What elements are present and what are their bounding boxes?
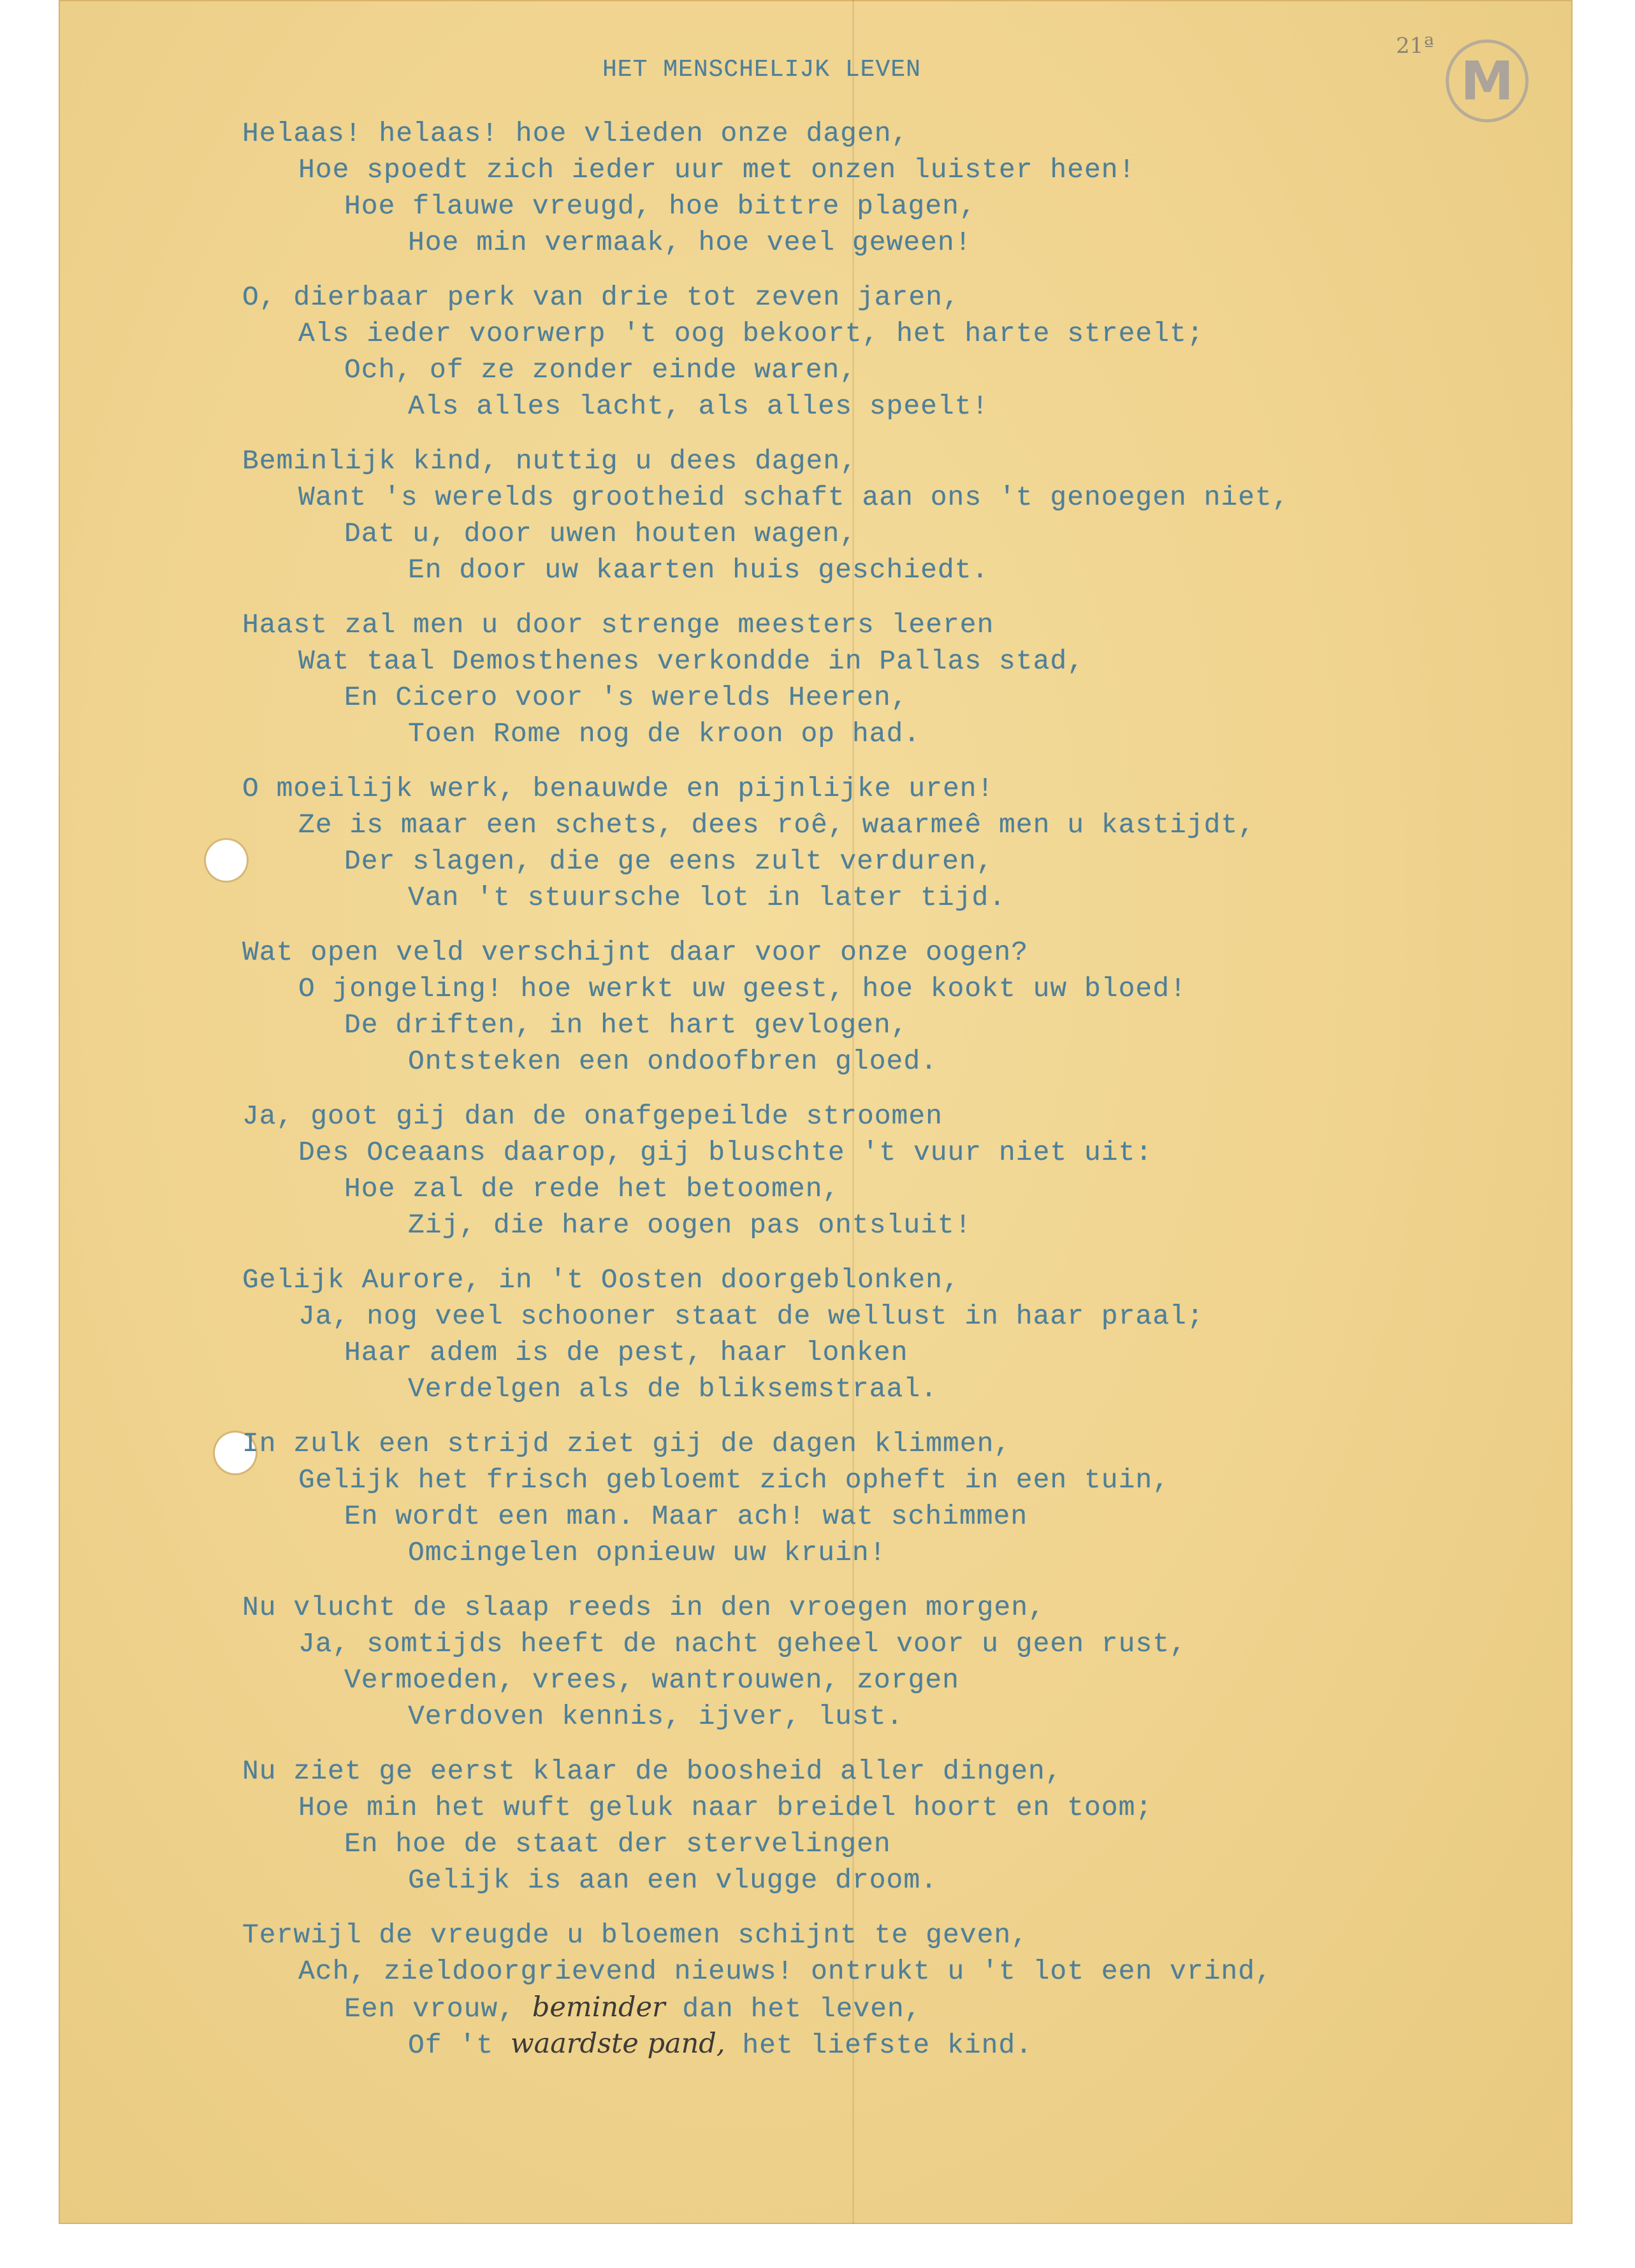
poem-line: Haast zal men u door strenge meesters leeren	[242, 609, 994, 640]
poem-title: HET MENSCHELIJK LEVEN	[602, 56, 921, 83]
poem-line: Hoe min het wuft geluk naar breidel hoort en toom;	[298, 1792, 1153, 1823]
poem-line: Nu ziet ge eerst klaar de boosheid aller dingen,	[242, 1756, 1063, 1787]
poem-line: Och, of ze zonder einde waren,	[344, 354, 857, 386]
poem-line: Als alles lacht, als alles speelt!	[408, 391, 989, 422]
poem-line: Terwijl de vreugde u bloemen schijnt te geven,	[242, 1919, 1028, 1951]
poem-line: Als ieder voorwerp 't oog bekoort, het harte streelt;	[298, 318, 1204, 349]
punch-hole	[206, 840, 247, 881]
poem-line: En Cicero voor 's werelds Heeren,	[344, 682, 908, 713]
poem-line: Want 's werelds grootheid schaft aan ons 't genoegen niet,	[298, 482, 1290, 513]
poem-line: Ach, zieldoorgrievend nieuws! ontrukt u 't lot een vrind,	[298, 1956, 1272, 1987]
poem-line: O, dierbaar perk van drie tot zeven jaren,	[242, 282, 960, 313]
poem-line: Ja, somtijds heeft de nacht geheel voor u geen rust,	[298, 1628, 1187, 1659]
poem-line-typed: dan het leven,	[665, 1993, 922, 2025]
poem-line: Des Oceaans daarop, gij bluschte 't vuur niet uit:	[298, 1137, 1153, 1168]
poem-line: Van 't stuursche lot in later tijd.	[408, 882, 1006, 913]
poem-line-typed: Of 't	[408, 2030, 511, 2061]
poem-line: Hoe min vermaak, hoe veel geween!	[408, 227, 972, 258]
poem-line: Verdelgen als de bliksemstraal.	[408, 1373, 938, 1405]
poem-line: O jongeling! hoe werkt uw geest, hoe kookt uw bloed!	[298, 973, 1187, 1004]
poem-line: Hoe flauwe vreugd, hoe bittre plagen,	[344, 191, 977, 222]
handwritten-correction: beminder	[532, 1991, 665, 2023]
poem-line: Gelijk is aan een vlugge droom.	[408, 1865, 938, 1896]
archive-stamp: M	[1446, 40, 1529, 122]
poem-line: Zij, die hare oogen pas ontsluit!	[408, 1210, 972, 1241]
poem-line: Hoe spoedt zich ieder uur met onzen luister heen!	[298, 154, 1136, 185]
poem-line: En wordt een man. Maar ach! wat schimmen	[344, 1501, 1028, 1532]
poem-line-typed: het liefste kind.	[725, 2030, 1033, 2061]
poem-line: Ontsteken een ondoofbren gloed.	[408, 1046, 938, 1077]
poem-line: Nu vlucht de slaap reeds in den vroegen morgen,	[242, 1592, 1045, 1623]
poem-line: Ze is maar een schets, dees roê, waarmeê men u kastijdt,	[298, 809, 1256, 841]
poem-line: Gelijk het frisch gebloemt zich opheft in een tuin,	[298, 1464, 1170, 1496]
poem-line: Wat open veld verschijnt daar voor onze oogen?	[242, 937, 1028, 968]
poem-line-typed: Een vrouw,	[344, 1993, 532, 2025]
poem-line: Haar adem is de pest, haar lonken	[344, 1337, 908, 1368]
poem-line: In zulk een strijd ziet gij de dagen klimmen,	[242, 1428, 1012, 1459]
corner-pencil-note: 21ª	[1396, 33, 1434, 59]
poem-line: Omcingelen opnieuw uw kruin!	[408, 1537, 887, 1568]
poem-line: Der slagen, die ge eens zult verduren,	[344, 846, 994, 877]
poem-line: Dat u, door uwen houten wagen,	[344, 518, 857, 549]
poem-line: O moeilijk werk, benauwde en pijnlijke uren!	[242, 773, 994, 804]
poem-line: Vermoeden, vrees, wantrouwen, zorgen	[344, 1665, 959, 1696]
poem-line: En hoe de staat der stervelingen	[344, 1828, 891, 1860]
poem-line: De driften, in het hart gevlogen,	[344, 1009, 908, 1041]
poem-line	[344, 1991, 922, 2025]
handwritten-correction: waardste pand,	[510, 2028, 725, 2060]
poem-line: Gelijk Aurore, in 't Oosten doorgeblonken,	[242, 1264, 960, 1296]
poem-line	[408, 2030, 1033, 2059]
poem-line: Beminlijk kind, nuttig u dees dagen,	[242, 445, 857, 477]
poem-line: Ja, nog veel schooner staat de wellust in haar praal;	[298, 1301, 1204, 1332]
poem-line: Wat taal Demosthenes verkondde in Pallas stad,	[298, 646, 1084, 677]
poem-line: Verdoven kennis, ijver, lust.	[408, 1701, 904, 1732]
poem-line: Hoe zal de rede het betoomen,	[344, 1173, 840, 1204]
poem-line: En door uw kaarten huis geschiedt.	[408, 554, 989, 586]
poem-line: Ja, goot gij dan de onafgepeilde stroomen	[242, 1101, 943, 1132]
poem-line: Toen Rome nog de kroon op had.	[408, 718, 921, 749]
poem-line: Helaas! helaas! hoe vlieden onze dagen,	[242, 118, 909, 149]
